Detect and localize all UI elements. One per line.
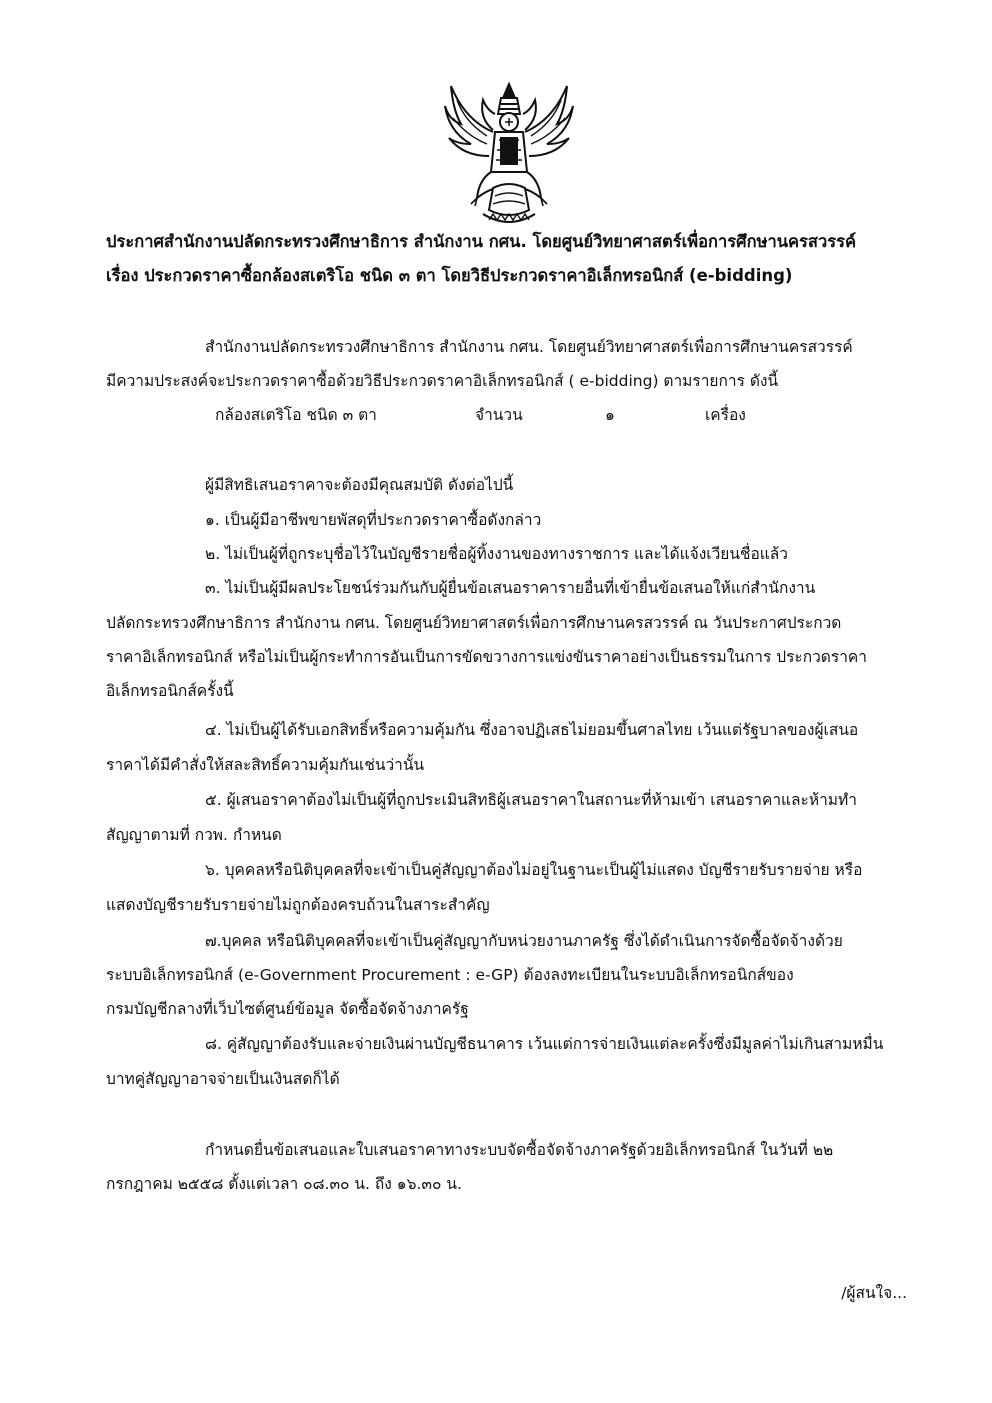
qualification-5-line-1: ๕. ผู้เสนอราคาต้องไม่เป็นผู้ที่ถูกประเมินสิทธิผู้เสนอราคาในสถานะที่ห้ามเข้า เสนอราคาและห้ามทำ	[205, 791, 857, 809]
qualification-3-line-3: ราคาอิเล็กทรอนิกส์ หรือไม่เป็นผู้กระทำการอันเป็นการขัดขวางการแข่งขันราคาอย่างเป็นธรรมในการ ประกวดราคา	[106, 648, 867, 666]
announcement-title: ประกาศสำนักงานปลัดกระทรวงศึกษาธิการ สำนักงาน กศน. โดยศูนย์วิทยาศาสตร์เพื่อการศึกษานครสวรรค์	[106, 232, 857, 251]
qualification-8-line-1: ๘. คู่สัญญาต้องรับและจ่ายเงินผ่านบัญชีธนาคาร เว้นแต่การจ่ายเงินแต่ละครั้งซึ่งมีมูลค่าไม่เกินสามหมื่น	[205, 1035, 884, 1053]
qualifications-heading: ผู้มีสิทธิเสนอราคาจะต้องมีคุณสมบัติ ดังต่อไปนี้	[205, 476, 514, 494]
qualification-7-line-3: กรมบัญชีกลางที่เว็บไซต์ศูนย์ข้อมูล จัดซื้อจัดจ้างภาครัฐ	[106, 1000, 469, 1018]
qualification-5-line-2: สัญญาตามที่ กวพ. กำหนด	[106, 826, 282, 844]
qualification-4-line-2: ราคาได้มีคำสั่งให้สละสิทธิ์ความคุ้มกันเช่นว่านั้น	[106, 756, 425, 774]
intro-line-2: มีความประสงค์จะประกวดราคาซื้อด้วยวิธีประกวดราคาอิเล็กทรอนิกส์ ( e-bidding) ตามรายการ ดังนี้	[106, 372, 779, 390]
schedule-line-2: กรกฎาคม ๒๕๕๘ ตั้งแต่เวลา ๐๘.๓๐ น. ถึง ๑๖.๓๐ น.	[106, 1175, 462, 1193]
qualification-3-line-2: ปลัดกระทรวงศึกษาธิการ สำนักงาน กศน. โดยศูนย์วิทยาศาสตร์เพื่อการศึกษานครสวรรค์ ณ วันประกาศประกวด	[106, 614, 842, 632]
qualification-1: ๑. เป็นผู้มีอาชีพขายพัสดุที่ประกวดราคาซื้อดังกล่าว	[205, 511, 542, 529]
schedule-line-1: กำหนดยื่นข้อเสนอและใบเสนอราคาทางระบบจัดซื้อจัดจ้างภาครัฐด้วยอิเล็กทรอนิกส์ ในวันที่ ๒๒	[205, 1141, 834, 1159]
qualification-4-line-1: ๔. ไม่เป็นผู้ได้รับเอกสิทธิ์หรือความคุ้มกัน ซึ่งอาจปฏิเสธไม่ยอมขึ้นศาลไทย เว้นแต่รัฐบาลของผู้เสนอ	[205, 721, 859, 739]
qualification-6-line-2: แสดงบัญชีรายรับรายจ่ายไม่ถูกต้องครบถ้วนในสาระสำคัญ	[106, 896, 490, 914]
qualification-6-line-1: ๖. บุคคลหรือนิติบุคคลที่จะเข้าเป็นคู่สัญญาต้องไม่อยู่ในฐานะเป็นผู้ไม่แสดง บัญชีรายรับรายจ่าย หรือ	[205, 861, 863, 879]
qualification-7-line-2: ระบบอิเล็กทรอนิกส์ (e-Government Procurement : e-GP) ต้องลงทะเบียนในระบบอิเล็กทรอนิกส์ของ	[106, 966, 794, 984]
item-quantity-label: จำนวน	[475, 406, 523, 424]
continued-marker: /ผู้สนใจ...	[841, 1284, 907, 1302]
qualification-3-line-1: ๓. ไม่เป็นผู้มีผลประโยชน์ร่วมกันกับผู้ยื่นข้อเสนอราคารายอื่นที่เข้ายื่นข้อเสนอให้แก่สำนักงาน	[205, 579, 816, 597]
qualification-8-line-2: บาทคู่สัญญาอาจจ่ายเป็นเงินสดก็ได้	[106, 1070, 340, 1088]
item-unit: เครื่อง	[705, 406, 746, 424]
qualification-7-line-1: ๗.บุคคล หรือนิติบุคคลที่จะเข้าเป็นคู่สัญญากับหน่วยงานภาครัฐ ซึ่งได้ดำเนินการจัดซื้อจัดจ้างด้วย	[205, 932, 843, 950]
garuda-emblem-icon	[443, 80, 575, 230]
item-quantity: ๑	[605, 406, 615, 424]
qualification-3-line-4: อิเล็กทรอนิกส์ครั้งนี้	[106, 682, 234, 700]
item-name: กล้องสเตริโอ ชนิด ๓ ตา	[215, 406, 377, 424]
intro-line-1: สำนักงานปลัดกระทรวงศึกษาธิการ สำนักงาน กศน. โดยศูนย์วิทยาศาสตร์เพื่อการศึกษานครสวรรค์	[205, 338, 853, 356]
announcement-subject: เรื่อง ประกวดราคาซื้อกล้องสเตริโอ ชนิด ๓ ตา โดยวิธีประกวดราคาอิเล็กทรอนิกส์ (e-bidding)	[106, 266, 793, 285]
qualification-2: ๒. ไม่เป็นผู้ที่ถูกระบุชื่อไว้ในบัญชีรายชื่อผู้ทิ้งงานของทางราชการ และได้แจ้งเวียนชื่อแล้ว	[205, 545, 788, 563]
